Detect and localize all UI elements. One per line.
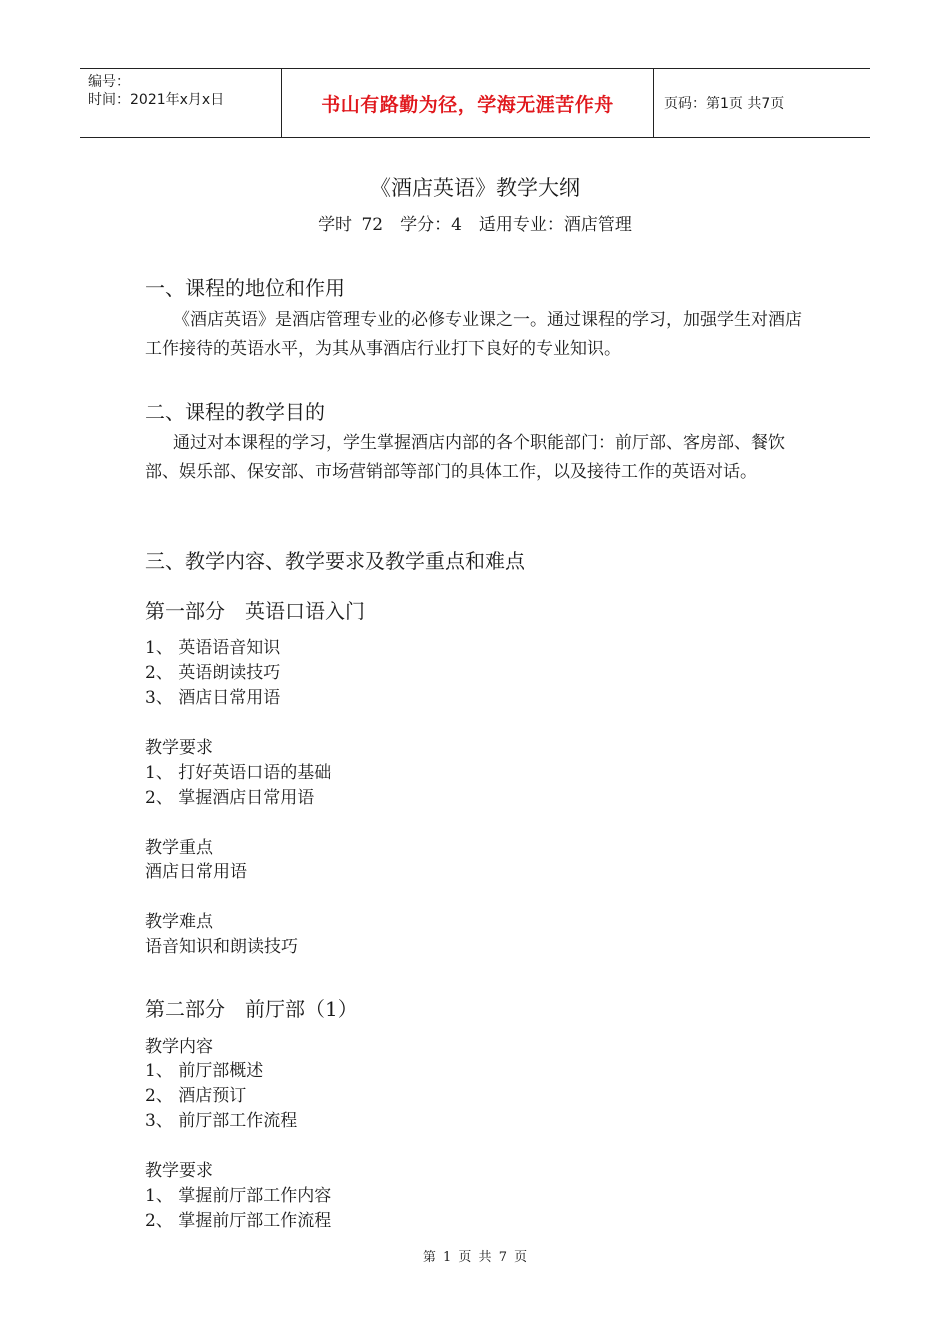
part1-difficulty-text: 语音知识和朗读技巧 — [145, 937, 298, 957]
list-item: 2、 掌握酒店日常用语 — [145, 788, 315, 808]
part1-requirements-label: 教学要求 — [145, 738, 213, 758]
list-item: 2、 酒店预订 — [145, 1086, 247, 1106]
list-item: 2、 掌握前厅部工作流程 — [145, 1211, 332, 1231]
header-meta-cell — [80, 69, 282, 137]
part1-key-text: 酒店日常用语 — [145, 862, 247, 882]
list-item: 1、 掌握前厅部工作内容 — [145, 1186, 332, 1206]
list-item: 1、 打好英语口语的基础 — [145, 763, 332, 783]
part1-heading: 第一部分 英语口语入门 — [145, 599, 365, 623]
document-title: 《酒店英语》教学大纲 — [370, 176, 580, 200]
header-page-info: 页码：第1页 共7页 — [664, 96, 785, 112]
list-item: 2、 英语朗读技巧 — [145, 663, 281, 683]
section3-heading: 三、教学内容、教学要求及教学重点和难点 — [145, 549, 525, 573]
part2-requirements-label: 教学要求 — [145, 1161, 213, 1181]
header-page-cell — [654, 69, 870, 137]
part1-difficulty-label: 教学难点 — [145, 912, 213, 932]
section1-heading: 一、课程的地位和作用 — [145, 276, 345, 300]
list-item: 1、 前厅部概述 — [145, 1061, 264, 1081]
list-item: 1、 英语语音知识 — [145, 638, 281, 658]
part2-heading: 第二部分 前厅部（1） — [145, 997, 358, 1021]
doc-time-label: 时间：2021年x月x日 — [88, 92, 225, 108]
header-table — [80, 68, 870, 138]
document-subtitle: 学时 72 学分：4 适用专业：酒店管理 — [318, 215, 632, 235]
section1-paragraph: 《酒店英语》是酒店管理专业的必修专业课之一。通过课程的学习，加强学生对酒店工作接待的英语水平，为其从事酒店行业打下良好的专业知识。 — [145, 310, 802, 359]
part1-key-label: 教学重点 — [145, 838, 213, 858]
list-item: 3、 前厅部工作流程 — [145, 1111, 298, 1131]
list-item: 3、 酒店日常用语 — [145, 688, 281, 708]
section2-paragraph: 通过对本课程的学习，学生掌握酒店内部的各个职能部门：前厅部、客房部、餐饮部、娱乐部、保安部、市场营销部等部门的具体工作，以及接待工作的英语对话。 — [145, 433, 785, 482]
section2-heading: 二、课程的教学目的 — [145, 400, 325, 424]
part2-content-label: 教学内容 — [145, 1037, 213, 1057]
header-motto: 书山有路勤为径，学海无涯苦作舟 — [321, 93, 614, 116]
header-motto-cell — [282, 69, 654, 137]
doc-number-label: 编号： — [88, 74, 130, 90]
page-footer: 第 1 页 共 7 页 — [422, 1250, 528, 1265]
